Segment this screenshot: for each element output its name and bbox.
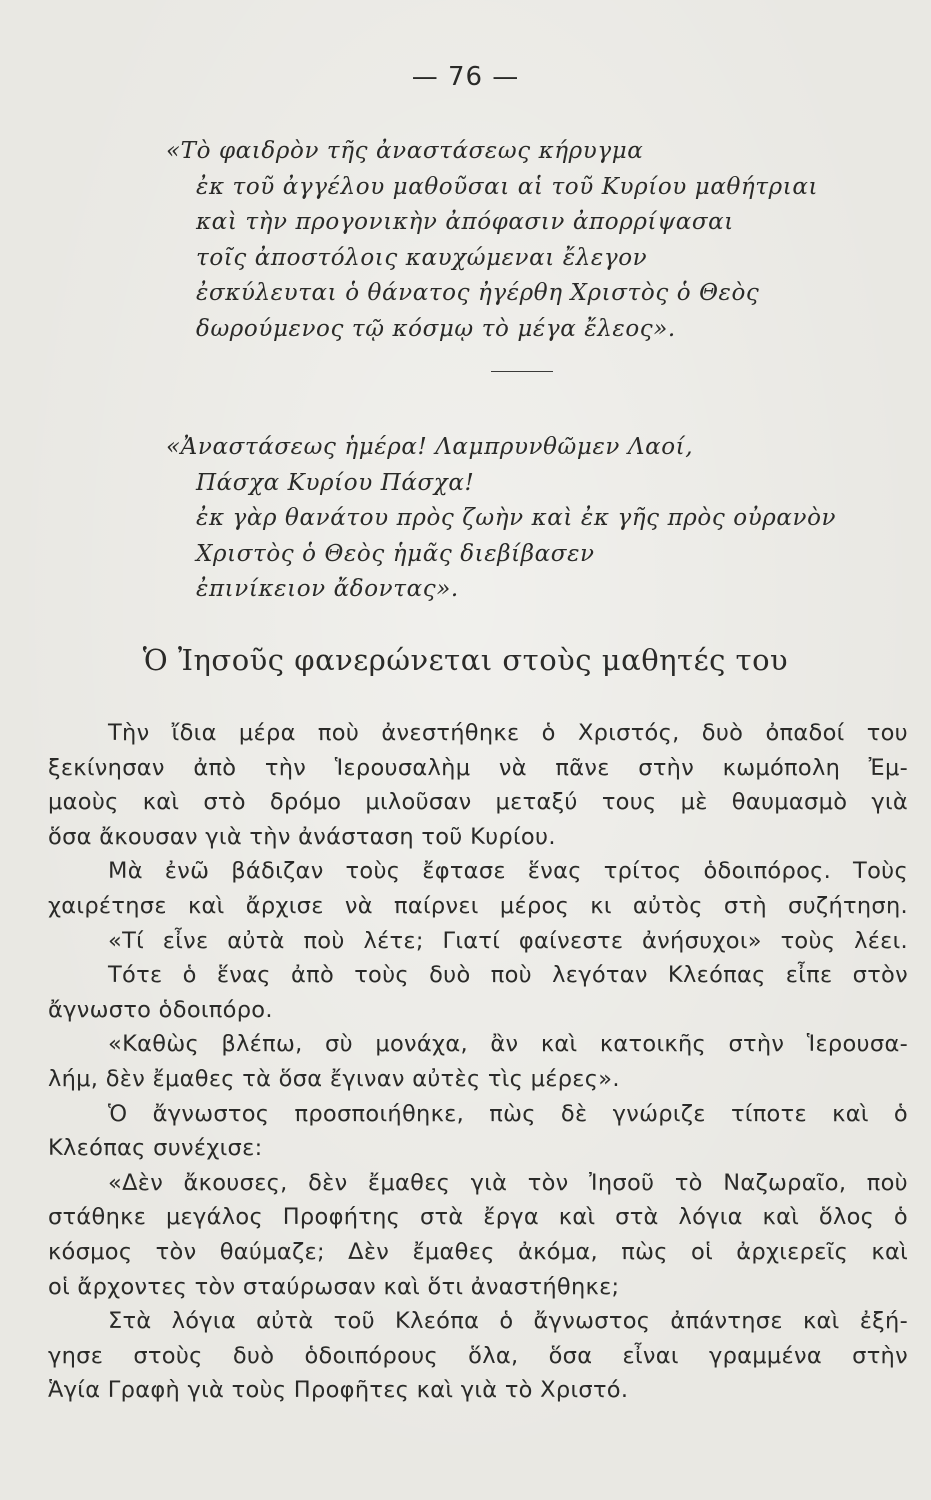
hymn-verse-2 [166,430,836,608]
verse-line: καὶ τὴν προγονικὴν ἀπόφασιν ἀπορρίψασαι [196,209,734,235]
text-line: χαιρέτησε καὶ ἄρχισε νὰ παίρνει μέρος κι αὐτὸς στὴ συζήτηση. [48,892,908,919]
text-line: Κλεόπας συνέχισε: [48,1135,263,1162]
text-line: μαοὺς καὶ στὸ δρόμο μιλοῦσαν μεταξύ τους μὲ θαυμασμὸ γιὰ [48,789,908,816]
text-line: Στὰ λόγια αὐτὰ τοῦ Κλεόπα ὁ ἄγνωστος ἀπάντησε καὶ ἐξή- [108,1308,908,1335]
verse-line: «Τὸ φαιδρὸν τῆς ἀναστάσεως κήρυγμα [166,138,644,164]
verse-line: Πάσχα Κυρίου Πάσχα! [196,469,475,496]
verse-line: ἐκ γὰρ θανάτου πρὸς ζωὴν καὶ ἐκ γῆς πρὸς οὐρανὸν [196,505,837,531]
text-line: Ἁγία Γραφὴ γιὰ τοὺς Προφῆτες καὶ γιὰ τὸ Χριστό. [48,1377,629,1404]
verse-line: ἐσκύλευται ὁ θάνατος ἠγέρθη Χριστὸς ὁ Θεὸς [196,280,760,306]
text-line: Ὁ ἄγνωστος προσποιήθηκε, πὼς δὲ γνώριζε τίποτε καὶ ὁ [108,1100,908,1127]
text-line: ἄγνωστο ὁδοιπόρο. [48,996,273,1023]
verse-line: ἐκ τοῦ ἀγγέλου μαθοῦσαι αἱ τοῦ Κυρίου μαθήτριαι [196,173,819,200]
verse-line: Χριστὸς ὁ Θεὸς ἡμᾶς διεβίβασεν [196,540,595,567]
text-line: Τὴν ἴδια μέρα ποὺ ἀνεστήθηκε ὁ Χριστός, δυὸ ὀπαδοί του [108,720,908,746]
text-line: Τότε ὁ ἕνας ἀπὸ τοὺς δυὸ ποὺ λεγόταν Κλεόπας εἶπε στὸν [108,962,908,989]
text-line: «Δὲν ἄκουσες, δὲν ἔμαθες γιὰ τὸν Ἰησοῦ τὸ Ναζωραῖο, ποὺ [108,1169,908,1196]
verse-line: «Ἀναστάσεως ἡμέρα! Λαμπρυνθῶμεν Λαοί, [166,434,694,460]
hymn-verse-1 [166,134,818,347]
body-text [48,716,908,1408]
verse-line: δωρούμενος τῷ κόσμῳ τὸ μέγα ἔλεος». [196,315,676,342]
text-line: κόσμος τὸν θαύμαζε; Δὲν ἔμαθες ἀκόμα, πὼς οἱ ἀρχιερεῖς καὶ [48,1238,908,1265]
section-separator [491,371,553,372]
verse-line: ἐπινίκειον ἄδοντας». [196,576,459,602]
text-line: Μὰ ἐνῶ βάδιζαν τοὺς ἔφτασε ἕνας τρίτος ὁδοιπόρος. Τοὺς [108,858,908,885]
page-number: — 76 — [411,62,520,92]
chapter-heading: Ὁ Ἰησοῦς φανερώνεται στοὺς μαθητές του [142,643,789,677]
text-line: οἱ ἄρχοντες τὸν σταύρωσαν καὶ ὅτι ἀναστήθηκε; [48,1273,620,1300]
text-line: γησε στοὺς δυὸ ὁδοιπόρους ὅλα, ὅσα εἶναι γραμμένα στὴν [48,1342,908,1369]
text-line: στάθηκε μεγάλος Προφήτης στὰ ἔργα καὶ στὰ λόγια καὶ ὅλος ὁ [48,1204,908,1231]
text-line: ὅσα ἄκουσαν γιὰ τὴν ἀνάσταση τοῦ Κυρίου. [48,823,556,850]
text-line: ξεκίνησαν ἀπὸ τὴν Ἱερουσαλὴμ νὰ πᾶνε στὴν κωμόπολη Ἐμ- [48,754,908,781]
text-line: «Τί εἶνε αὐτὰ ποὺ λέτε; Γιατί φαίνεστε ἀνήσυχοι» τοὺς λέει. [108,927,908,954]
verse-line: τοῖς ἀποστόλοις καυχώμεναι ἔλεγον [196,244,648,271]
text-line: λήμ, δὲν ἔμαθες τὰ ὅσα ἔγιναν αὐτὲς τὶς μέρες». [48,1065,620,1092]
text-line: «Καθὼς βλέπω, σὺ μονάχα, ἂν καὶ κατοικῆς στὴν Ἱερουσα- [108,1031,908,1058]
